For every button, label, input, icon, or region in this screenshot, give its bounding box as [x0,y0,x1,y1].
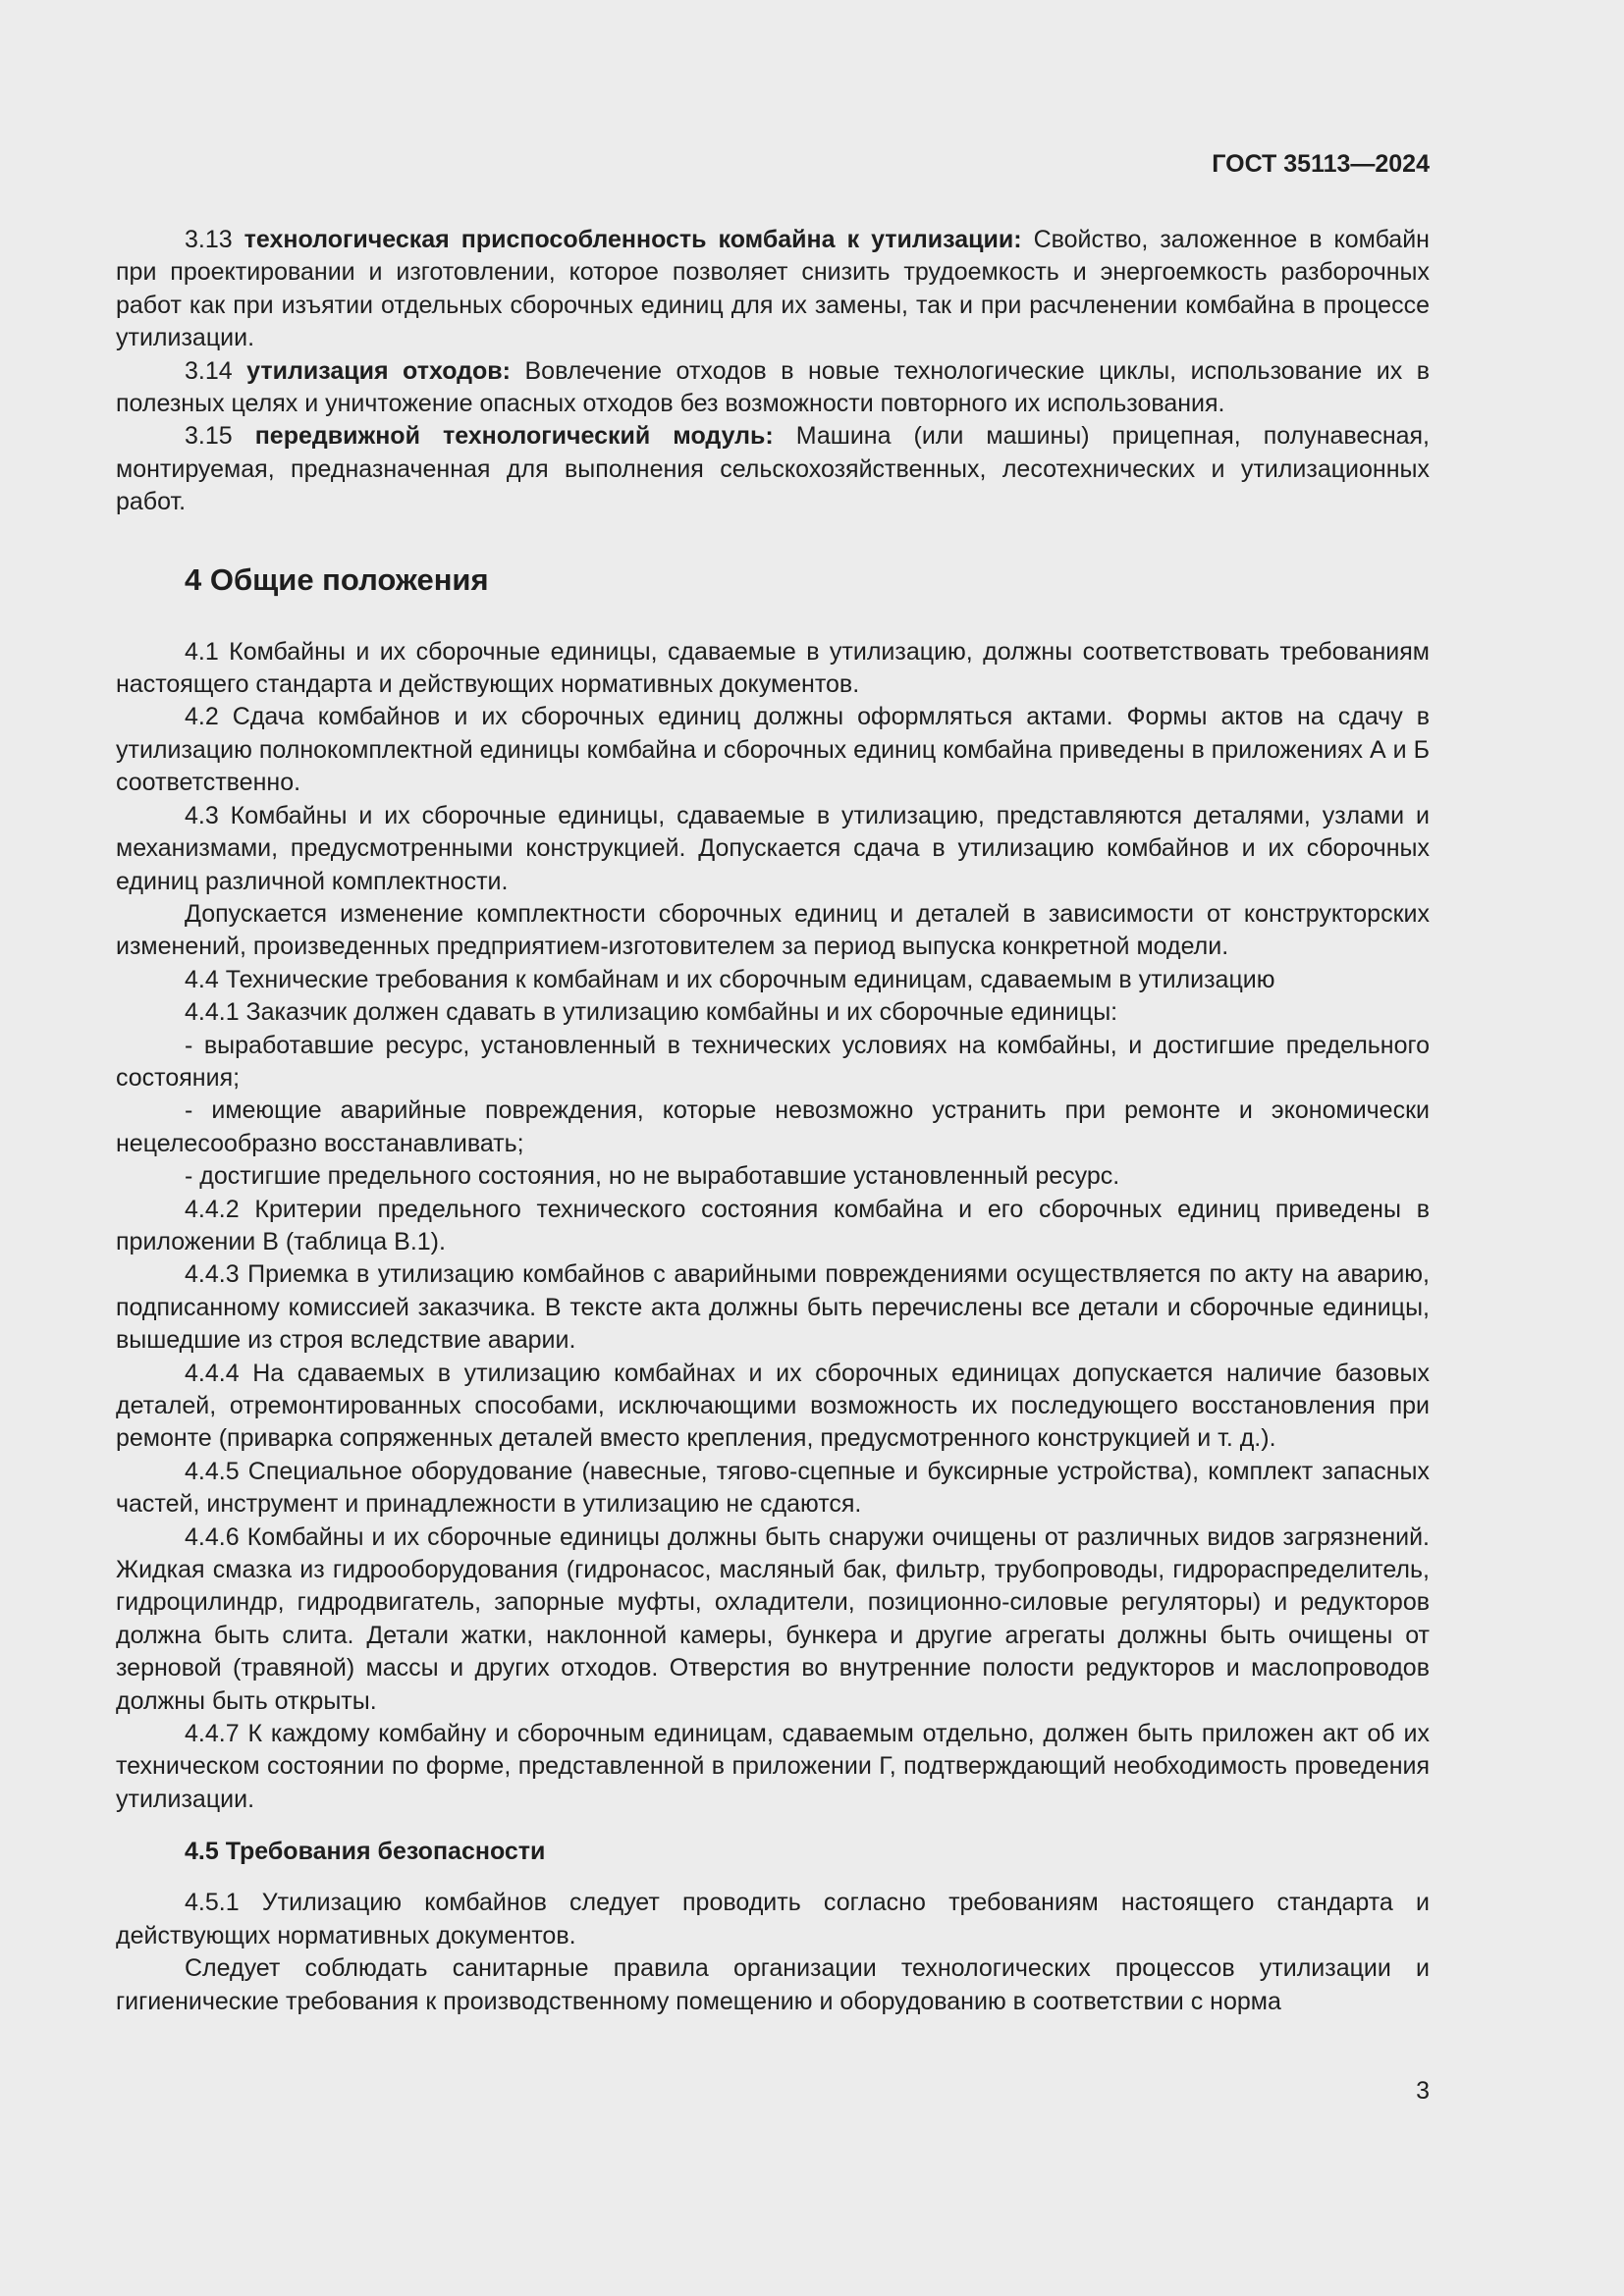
page-number: 3 [1416,2077,1430,2105]
list-item: - имеющие аварийные повреждения, которые невозможно устранить при ремонте и экономически нецелесообразно восстанавливать; [116,1096,1430,1157]
paragraph: 4.4.7 К каждому комбайну и сборочным единицам, сдаваемым отдельно, должен быть приложен акт об их техническом состоянии по форме, представленной в приложении Г, подтверждающий необходимость проведения утилизации. [116,1720,1430,1813]
paragraph: 4.5.1 Утилизацию комбайнов следует проводить согласно требованиям настоящего стандарта и действующих нормативных документов. [116,1889,1430,1949]
clause-number: 3.13 [185,226,244,253]
paragraph: 4.4.3 Приемка в утилизацию комбайнов с аварийными повреждениями осуществляется по акту на аварию, подписанному комиссией заказчика. В тексте акта должны быть перечислены все детали и сборочные единицы, вышедшие из строя вследствие аварии. [116,1260,1430,1355]
paragraph: Следует соблюдать санитарные правила организации технологических процессов утилизации и гигиенические требования к производственному помещению и оборудованию в соответствии с норма [116,1954,1430,2015]
paragraph: Допускается изменение комплектности сборочных единиц и деталей в зависимости от конструкторских изменений, произведенных предприятием-изготовителем за период выпуска конкретной модели. [116,899,1430,961]
paragraph: 4.1 Комбайны и их сборочные единицы, сдаваемые в утилизацию, должны соответствовать требованиям настоящего стандарта и действующих нормативных документов. [116,637,1430,699]
paragraph: 4.2 Сдача комбайнов и их сборочных единиц должны оформляться актами. Формы актов на сдачу в утилизацию полнокомплектной единицы комбайна и сборочных единиц комбайна приведены в приложениях А и Б соответственно. [116,703,1430,797]
definition: Вовлечение отходов в новые технологические циклы, использование их в полезных целях и уничтожение опасных отходов без возможности повторного их использования. [116,356,1430,418]
paragraph: 4.4.4 На сдаваемых в утилизацию комбайнах и их сборочных единицах допускается наличие базовых деталей, отремонтированных способами, исключающими возможность их последующего восстановления при ремонте (приварка сопряженных деталей вместо крепления, предусмотренного конструкцией и т. д.). [116,1359,1430,1453]
subsection-heading: 4.5 Требования безопасности [185,1838,546,1866]
clause-number: 3.15 [185,422,255,451]
list-item: - достигшие предельного состояния, но не выработавшие установленный ресурс. [185,1162,1120,1191]
paragraph: 4.4.6 Комбайны и их сборочные единицы должны быть снаружи очищены от различных видов загрязнений. Жидкая смазка из гидрооборудования (гидронасос, масляный бак, фильтр, трубопроводы, гидрораспределитель, гидроцилиндр, гидродвигатель, запорные муфты, охладители, позиционно-силовые регуляторы) и редукторов должна быть слита. Детали жатки, наклонной камеры, бункера и другие агрегаты должны быть очищены от зерновой (травяной) массы и других отходов. Отверстия во внутренние полости редукторов и маслопроводов должны быть открыты. [116,1522,1430,1715]
term: утилизация отходов: [246,356,511,385]
paragraph: 4.3 Комбайны и их сборочные единицы, сдаваемые в утилизацию, представляются деталями, узлами и механизмами, предусмотренными конструкцией. Допускается сдача в утилизацию комбайнов и их сборочных единиц различной комплектности. [116,801,1430,895]
paragraph-3-13 [116,224,1430,355]
paragraph-3-15 [116,420,1430,518]
paragraph: 4.4.1 Заказчик должен сдавать в утилизацию комбайны и их сборочные единицы: [185,998,1118,1027]
paragraph: 4.4 Технические требования к комбайнам и их сборочным единицам, сдаваемым в утилизацию [185,965,1275,993]
paragraph-3-14 [116,355,1430,421]
definition: Свойство, заложенное в комбайн при проектировании и изготовлении, которое позволяет снизить трудоемкость и энергоемкость разборочных работ как при изъятии отдельных сборочных единиц для их замены, так и при расчленении комбайна в процессе утилизации. [116,226,1430,352]
term: передвижной технологический модуль: [254,422,774,451]
definition: Машина (или машины) прицепная, полунавесная, монтируемая, предназначенная для выполнения сельскохозяйственных, лесотехнических и утилизационных работ. [116,422,1431,516]
section-heading: 4 Общие положения [185,561,489,597]
clause-number: 3.14 [185,356,247,385]
paragraph: 4.4.2 Критерии предельного технического состояния комбайна и его сборочных единиц приведены в приложении В (таблица В.1). [116,1195,1430,1255]
paragraph: 4.4.5 Специальное оборудование (навесные, тягово-сцепные и буксирные устройства), комплект запасных частей, инструмент и принадлежности в утилизацию не сдаются. [116,1457,1430,1519]
page-content [116,224,1430,2018]
document-code: ГОСТ 35113—2024 [1212,150,1430,178]
list-item: - выработавшие ресурс, установленный в технических условиях на комбайны, и достигшие предельного состояния; [116,1031,1430,1092]
term: технологическая приспособленность комбайна к утилизации: [244,226,1022,253]
